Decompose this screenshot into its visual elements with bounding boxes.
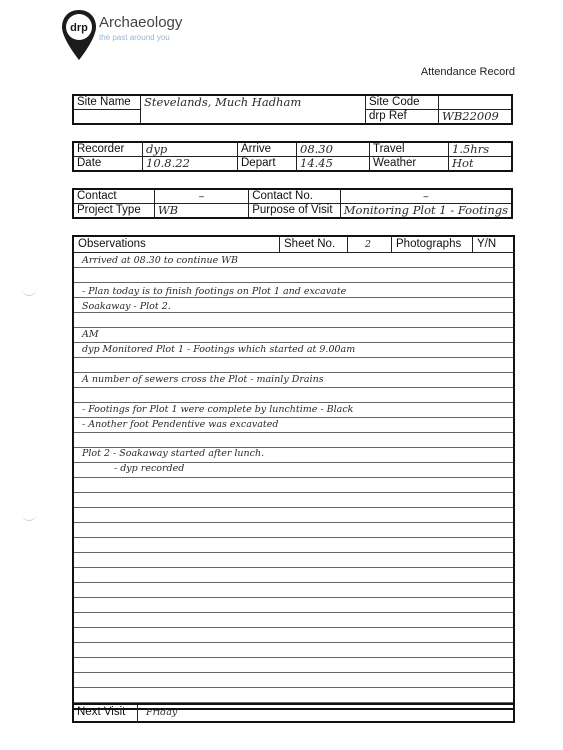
weather-value: Hot: [449, 157, 513, 172]
next-visit-label: Next Visit: [77, 706, 126, 718]
site-name-label: Site Name: [73, 95, 141, 110]
logo-name: Archaeology: [99, 14, 183, 31]
ruled-line: [74, 627, 513, 628]
arrive-value: 08.30: [297, 142, 370, 157]
visit-table: [72, 141, 513, 172]
contact-value: –: [154, 189, 248, 204]
ruled-line: [74, 477, 513, 478]
observation-line: Soakaway - Plot 2.: [82, 301, 171, 312]
observations-header: [74, 237, 513, 253]
next-visit-row: [72, 703, 515, 723]
date-value: 10.8.22: [143, 157, 238, 172]
ruled-line: [74, 537, 513, 538]
travel-value: 1.5hrs: [449, 142, 513, 157]
observation-line: - Footings for Plot 1 were complete by lunchtime - Black: [82, 404, 354, 415]
recorder-label: Recorder: [73, 142, 143, 157]
ruled-line: [74, 657, 513, 658]
contact-no-value: –: [340, 189, 512, 204]
observations-label: Observations: [78, 238, 146, 250]
punch-hole-mark: [22, 510, 36, 521]
ruled-line: [74, 672, 513, 673]
ruled-line: [74, 402, 513, 403]
observation-line: dyp Monitored Plot 1 - Footings which started at 9.00am: [82, 344, 356, 355]
arrive-label: Arrive: [238, 142, 297, 157]
project-type-value: WB: [154, 204, 248, 219]
purpose-value: Monitoring Plot 1 - Footings: [340, 204, 512, 219]
logo-tagline: the past around you: [99, 33, 170, 42]
site-code-label: Site Code: [366, 95, 439, 110]
ruled-line: [74, 567, 513, 568]
ruled-line: [74, 642, 513, 643]
observations-box: [72, 235, 515, 710]
sheet-no-label: Sheet No.: [279, 237, 346, 252]
svg-text:drp: drp: [70, 22, 88, 34]
site-code-value: [439, 95, 513, 110]
ruled-line: [74, 687, 513, 688]
weather-label: Weather: [370, 157, 449, 172]
recorder-value: dyp: [143, 142, 238, 157]
ruled-line: [74, 552, 513, 553]
ruled-line: [74, 327, 513, 328]
ruled-line: [74, 582, 513, 583]
ruled-line: [74, 387, 513, 388]
photographs-yn: Y/N: [472, 237, 514, 252]
site-table: [72, 94, 513, 125]
ruled-line: [74, 312, 513, 313]
contact-label: Contact: [73, 189, 154, 204]
ruled-line: [74, 297, 513, 298]
next-visit-value: Friday: [146, 707, 178, 718]
observation-line: Plot 2 - Soakaway started after lunch.: [82, 448, 265, 459]
observation-line: - Plan today is to finish footings on Plot 1 and excavate: [82, 286, 347, 297]
depart-label: Depart: [238, 157, 297, 172]
observation-line: Arrived at 08.30 to continue WB: [82, 255, 238, 266]
ruled-line: [74, 357, 513, 358]
drp-ref-label: drp Ref: [366, 110, 439, 125]
site-name-value: Stevelands, Much Hadham: [141, 95, 366, 124]
ruled-line: [74, 492, 513, 493]
page-title: Attendance Record: [420, 66, 515, 78]
ruled-line: [74, 612, 513, 613]
sheet-no-value: 2: [347, 237, 388, 252]
purpose-label: Purpose of Visit: [249, 204, 341, 219]
map-pin-logo-icon: [60, 8, 98, 62]
ruled-line: [74, 432, 513, 433]
punch-hole-mark: [22, 285, 36, 296]
project-type-label: Project Type: [73, 204, 154, 219]
travel-label: Travel: [370, 142, 449, 157]
ruled-line: [74, 597, 513, 598]
ruled-line: [74, 267, 513, 268]
ruled-line: [74, 342, 513, 343]
observation-line: A number of sewers cross the Plot - mainly Drains: [82, 374, 324, 385]
ruled-line: [74, 372, 513, 373]
ruled-line: [74, 282, 513, 283]
observation-line: AM: [82, 329, 99, 340]
contact-table: [72, 188, 513, 219]
observation-line: - Another foot Pendentive was excavated: [82, 419, 279, 430]
depart-value: 14.45: [297, 157, 370, 172]
observation-line: - dyp recorded: [114, 463, 185, 474]
ruled-line: [74, 522, 513, 523]
ruled-line: [74, 417, 513, 418]
drp-ref-value: WB22009: [439, 110, 513, 125]
contact-no-label: Contact No.: [249, 189, 341, 204]
date-label: Date: [73, 157, 143, 172]
ruled-line: [74, 507, 513, 508]
photographs-label: Photographs: [391, 237, 474, 252]
